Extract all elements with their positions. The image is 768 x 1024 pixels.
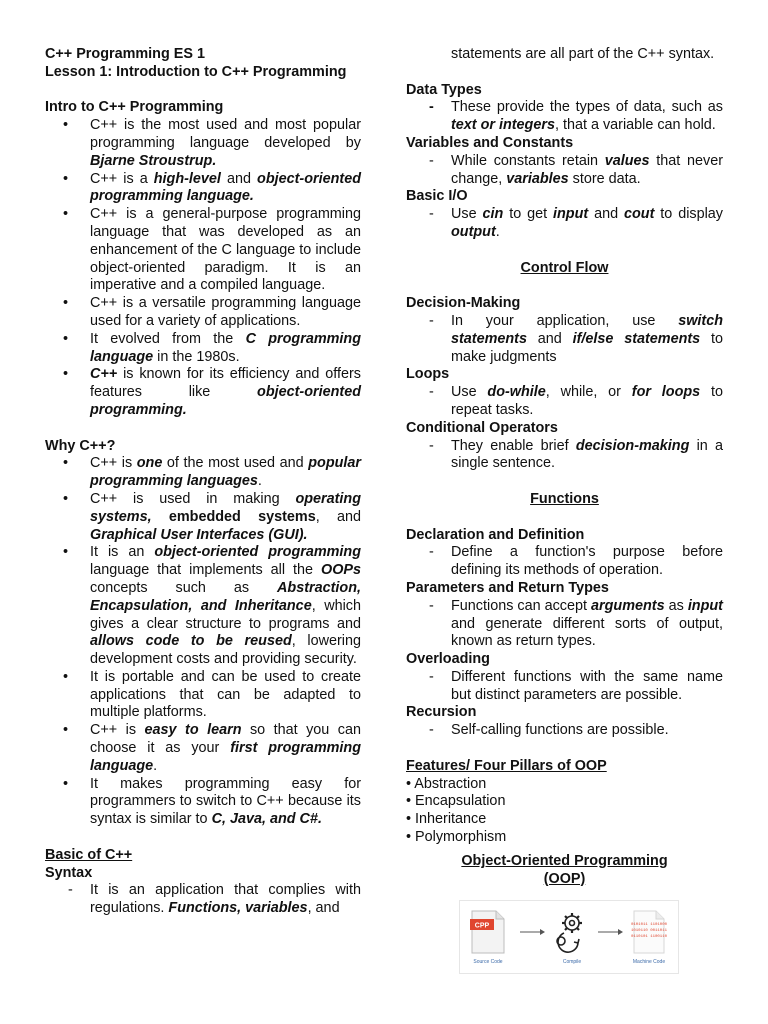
dash-marker: - bbox=[429, 99, 434, 116]
emphasis-text: variables bbox=[506, 170, 569, 187]
item-text: Use cin to get input and cout to display output. bbox=[451, 206, 723, 240]
bullet-marker: • bbox=[63, 490, 69, 507]
emphasis-text: do-while bbox=[487, 384, 546, 401]
bullet-marker: • bbox=[63, 366, 69, 383]
parameters-list bbox=[406, 598, 723, 651]
pillar-item: • Encapsulation bbox=[406, 793, 506, 810]
list-item bbox=[45, 882, 361, 918]
emphasis-text: object-oriented programming. bbox=[90, 384, 361, 418]
emphasis-text: Bjarne Stroustrup. bbox=[90, 152, 217, 169]
item-text: Use do-while, while, or for loops to repeat tasks. bbox=[451, 384, 723, 418]
compile-diagram bbox=[459, 900, 679, 974]
list-item bbox=[45, 117, 361, 170]
list-item bbox=[406, 722, 723, 740]
overloading-heading: Overloading bbox=[406, 651, 490, 668]
dash-marker: - bbox=[68, 882, 73, 899]
emphasis-text: input bbox=[553, 206, 589, 223]
loops-list bbox=[406, 384, 723, 420]
overloading-list bbox=[406, 669, 723, 705]
arrow-right-icon bbox=[598, 929, 623, 935]
list-item bbox=[406, 544, 723, 580]
source-file-icon bbox=[470, 911, 504, 953]
dash-marker: - bbox=[429, 312, 434, 329]
item-text: C++ is used in making operating systems, embedded systems, and Graphical User Interfaces (GUI). bbox=[90, 490, 361, 543]
variables-heading: Variables and Constants bbox=[406, 134, 574, 151]
emphasis-text: allows code to be reused bbox=[90, 633, 292, 650]
bullet-marker: • bbox=[63, 330, 69, 347]
datatypes-heading: Data Types bbox=[406, 81, 482, 98]
parameters-heading: Parameters and Return Types bbox=[406, 579, 609, 596]
dash-marker: - bbox=[429, 152, 434, 169]
emphasis-text: Functions, variables bbox=[168, 900, 308, 917]
controlflow-heading: Control Flow bbox=[520, 259, 609, 276]
emphasis-text: first programming language bbox=[90, 740, 361, 774]
emphasis-text: object-oriented programming language. bbox=[90, 170, 361, 205]
item-text: In your application, use switch statements and if/else statements to make judgments bbox=[451, 312, 724, 365]
list-item bbox=[406, 153, 723, 189]
emphasis-text: input bbox=[687, 597, 723, 614]
io-list bbox=[406, 206, 723, 242]
pillar-item: • Abstraction bbox=[406, 775, 487, 792]
list-item bbox=[406, 384, 723, 420]
emphasis-text: values bbox=[604, 152, 650, 169]
why-heading: Why C++? bbox=[45, 437, 116, 454]
bullet-marker: • bbox=[63, 206, 69, 223]
item-text: It is portable and can be used to create applications that can be adapted to multiple platforms. bbox=[90, 668, 361, 721]
item-text: C++ is a high-level and object-oriented programming language. bbox=[90, 170, 361, 205]
dash-marker: - bbox=[429, 722, 434, 739]
machine-code-text: 0101011 1101000 1010110 0011011 0110101 1100110 bbox=[630, 923, 668, 940]
dash-marker: - bbox=[429, 597, 434, 614]
recursion-heading: Recursion bbox=[406, 704, 477, 721]
compile-label: Compile bbox=[562, 959, 582, 966]
recursion-list bbox=[406, 722, 723, 740]
bullet-marker: • bbox=[63, 295, 69, 312]
emphasis-text: high-level bbox=[153, 170, 221, 187]
bullet-marker: • bbox=[63, 668, 69, 685]
list-item bbox=[406, 99, 723, 135]
emphasis-text: C, Java, and C#. bbox=[211, 811, 322, 828]
why-list bbox=[45, 455, 361, 829]
list-item bbox=[45, 331, 361, 367]
item-text: It evolved from the C programming language in the 1980s. bbox=[90, 330, 361, 365]
syntax-list bbox=[45, 882, 361, 918]
bullet-marker: • bbox=[63, 170, 69, 187]
declaration-heading: Declaration and Definition bbox=[406, 526, 585, 543]
machine-code-file-icon bbox=[631, 911, 668, 953]
emphasis-text: text or integers bbox=[451, 117, 555, 134]
intro-heading: Intro to C++ Programming bbox=[45, 99, 224, 116]
item-text: C++ is a versatile programming language used for a variety of applications. bbox=[90, 295, 361, 329]
declaration-list bbox=[406, 544, 723, 580]
emphasis-text: Graphical User Interfaces (GUI). bbox=[90, 526, 308, 543]
arrow-right-icon bbox=[520, 929, 545, 935]
emphasis-text: C++ bbox=[90, 366, 118, 383]
list-item bbox=[45, 544, 361, 669]
item-text: Functions can accept arguments as input and generate different sorts of output, known as return types. bbox=[451, 597, 723, 650]
item-text: C++ is known for its efficiency and offers features like object-oriented programming. bbox=[90, 366, 361, 418]
emphasis-text: cin bbox=[482, 206, 504, 223]
item-text: They enable brief decision-making in a single sentence. bbox=[451, 437, 724, 472]
emphasis-text: output bbox=[451, 223, 496, 240]
dash-marker: - bbox=[429, 544, 434, 561]
cpp-badge-label: CPP bbox=[474, 922, 490, 930]
list-item bbox=[406, 313, 723, 366]
emphasis-text: if/else statements bbox=[572, 330, 701, 347]
list-item bbox=[406, 669, 723, 705]
pillar-item: • Inheritance bbox=[406, 811, 487, 828]
dash-marker: - bbox=[429, 384, 434, 401]
list-item bbox=[45, 669, 361, 722]
list-item bbox=[45, 455, 361, 491]
bullet-marker: • bbox=[63, 544, 69, 561]
list-item bbox=[406, 598, 723, 651]
item-text: Different functions with the same name but distinct parameters are possible. bbox=[451, 668, 723, 703]
emphasis-text: cout bbox=[624, 206, 655, 223]
emphasis-text: easy to learn bbox=[144, 722, 242, 739]
emphasis-text: operating systems, bbox=[90, 490, 361, 525]
io-heading: Basic I/O bbox=[406, 188, 468, 205]
list-item bbox=[45, 776, 361, 829]
source-code-label: Source Code bbox=[473, 959, 503, 966]
conditional-list bbox=[406, 438, 723, 474]
pillar-item: • Polymorphism bbox=[406, 829, 507, 846]
bullet-marker: • bbox=[63, 722, 69, 739]
dash-marker: - bbox=[429, 437, 434, 454]
oop-diagram-title: Object-Oriented Programming (OOP) bbox=[461, 852, 668, 887]
conditional-heading: Conditional Operators bbox=[406, 419, 558, 436]
emphasis-text: arguments bbox=[591, 597, 665, 614]
item-text: While constants retain values that never change, variables store data. bbox=[451, 152, 724, 187]
variables-list bbox=[406, 153, 723, 189]
emphasis-text: decision-making bbox=[575, 437, 690, 454]
bullet-marker: • bbox=[63, 117, 69, 134]
basic-heading: Basic of C++ bbox=[45, 846, 133, 863]
emphasis-text: object-oriented programming bbox=[154, 544, 362, 561]
item-text: It is an object-oriented programming language that implements all the OOPs concepts such as Abstraction, Encapsulation, and Inheritance, which gives a clear structure to programs and allows code to be reused, lowering development costs and providing security. bbox=[90, 544, 362, 668]
emphasis-text: popular programming languages bbox=[90, 455, 361, 490]
list-item bbox=[45, 295, 361, 331]
item-text: Define a function's purpose before defining its methods of operation. bbox=[451, 544, 723, 579]
decision-heading: Decision-Making bbox=[406, 295, 521, 312]
gear-icon bbox=[557, 913, 582, 952]
list-item bbox=[406, 206, 723, 242]
emphasis-text: Abstraction, Encapsulation, and Inheritance bbox=[90, 579, 361, 614]
compile-diagram-graphic bbox=[460, 901, 678, 973]
list-item bbox=[45, 491, 361, 544]
list-item bbox=[406, 438, 723, 474]
lesson-title: Lesson 1: Introduction to C++ Programming bbox=[45, 63, 347, 80]
item-text: These provide the types of data, such as text or integers, that a variable can hold. bbox=[451, 99, 723, 134]
emphasis-text: one bbox=[136, 455, 163, 472]
item-text: C++ is the most used and most popular programming language developed by Bjarne Stroustrup. bbox=[90, 117, 361, 169]
syntax-heading: Syntax bbox=[45, 864, 93, 881]
item-text: C++ is easy to learn so that you can choose it as your first programming language. bbox=[90, 722, 361, 774]
datatypes-list bbox=[406, 99, 723, 135]
oop-pillars-heading: Features/ Four Pillars of OOP bbox=[406, 757, 607, 774]
syntax-continuation: statements are all part of the C++ syntax. bbox=[451, 46, 715, 62]
bullet-marker: • bbox=[63, 775, 69, 792]
decision-list bbox=[406, 313, 723, 366]
dash-marker: - bbox=[429, 668, 434, 685]
course-title: C++ Programming ES 1 bbox=[45, 46, 205, 62]
left-column bbox=[45, 46, 361, 918]
emphasis-text: switch statements bbox=[451, 312, 723, 347]
item-text: C++ is a general-purpose programming language that was developed as an enhancement of the C language to include object-oriented paradigm. It is an imperative and a compiled language. bbox=[90, 206, 361, 294]
item-text: It is an application that complies with regulations. Functions, variables, and bbox=[90, 882, 361, 917]
list-item bbox=[45, 171, 361, 207]
intro-list bbox=[45, 117, 361, 420]
list-item bbox=[45, 206, 361, 295]
dash-marker: - bbox=[429, 206, 434, 223]
emphasis-text: for loops bbox=[631, 384, 701, 401]
functions-heading: Functions bbox=[530, 490, 599, 507]
loops-heading: Loops bbox=[406, 366, 450, 383]
bullet-marker: • bbox=[63, 455, 69, 472]
item-text: It makes programming easy for programmers to switch to C++ because its syntax is similar to C, Java, and C#. bbox=[90, 775, 361, 828]
emphasis-text: OOPs bbox=[321, 562, 361, 579]
item-text: Self-calling functions are possible. bbox=[451, 722, 669, 739]
emphasis-text: C programming language bbox=[90, 330, 361, 365]
list-item bbox=[45, 366, 361, 419]
list-item bbox=[45, 722, 361, 775]
item-text: C++ is one of the most used and popular programming languages. bbox=[90, 455, 361, 490]
machine-code-label: Machine Code bbox=[632, 959, 666, 966]
emphasis-text: embedded systems bbox=[168, 508, 316, 525]
right-column bbox=[406, 46, 723, 974]
